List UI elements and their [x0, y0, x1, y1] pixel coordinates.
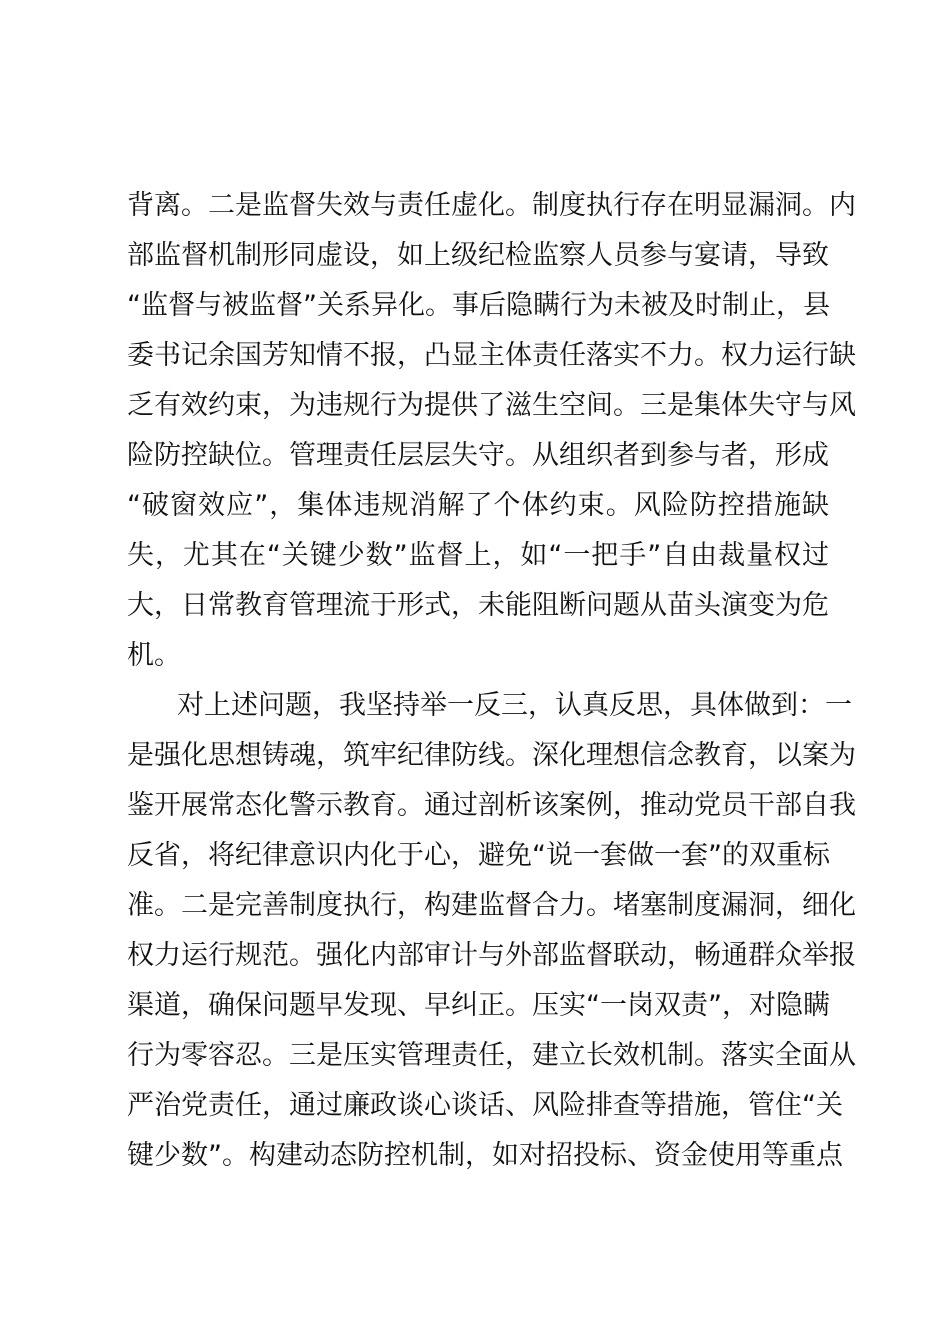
paragraph-1-line-9: 大，日常教育管理流于形式，未能阻断问题从苗头演变为危	[127, 590, 829, 621]
paragraph-2-line-2: 是强化思想铸魂，筑牢纪律防线。深化理想信念教育，以案为	[127, 740, 856, 771]
paragraph-1-line-3: “监督与被监督”关系异化。事后隐瞒行为未被及时制止，县	[127, 290, 830, 321]
paragraph-2-line-3: 鉴开展常态化警示教育。通过剖析该案例，推动党员干部自我	[127, 790, 856, 821]
paragraph-1-line-5: 乏有效约束，为违规行为提供了滋生空间。三是集体失守与风	[127, 390, 856, 421]
paragraph-2-line-4: 反省，将纪律意识内化于心，避免“说一套做一套”的双重标	[127, 840, 830, 871]
paragraph-1-line-2: 部监督机制形同虚设，如上级纪检监察人员参与宴请，导致	[127, 240, 829, 271]
paragraph-1-line-10: 机。	[127, 640, 181, 671]
paragraph-1-line-7: “破窗效应”，集体违规消解了个体约束。风险防控措施缺	[127, 490, 829, 521]
paragraph-2-line-7: 渠道，确保问题早发现、早纠正。压实“一岗双责”，对隐瞒	[127, 990, 830, 1021]
paragraph-1-line-1: 背离。二是监督失效与责任虚化。制度执行存在明显漏洞。内	[127, 190, 856, 221]
paragraph-2-line-8: 行为零容忍。三是压实管理责任，建立长效机制。落实全面从	[127, 1040, 856, 1071]
paragraph-2-line-6: 权力运行规范。强化内部审计与外部监督联动，畅通群众举报	[127, 940, 856, 971]
body-text	[127, 181, 856, 1181]
paragraph-1-line-8: 失，尤其在“关键少数”监督上，如“一把手”自由裁量权过	[127, 540, 829, 571]
paragraph-1-line-6: 险防控缺位。管理责任层层失守。从组织者到参与者，形成	[127, 440, 829, 471]
paragraph-2-line-10: 键少数”。构建动态防控机制，如对招投标、资金使用等重点	[127, 1140, 843, 1171]
paragraph-2-line-9: 严治党责任，通过廉政谈心谈话、风险排查等措施，管住“关	[127, 1090, 843, 1121]
paragraph-2-line-5: 准。二是完善制度执行，构建监督合力。堵塞制度漏洞，细化	[127, 890, 856, 921]
paragraph-1-line-4: 委书记余国芳知情不报，凸显主体责任落实不力。权力运行缺	[127, 340, 856, 371]
paragraph-2-line-1: 对上述问题，我坚持举一反三，认真反思，具体做到：一	[177, 690, 852, 721]
